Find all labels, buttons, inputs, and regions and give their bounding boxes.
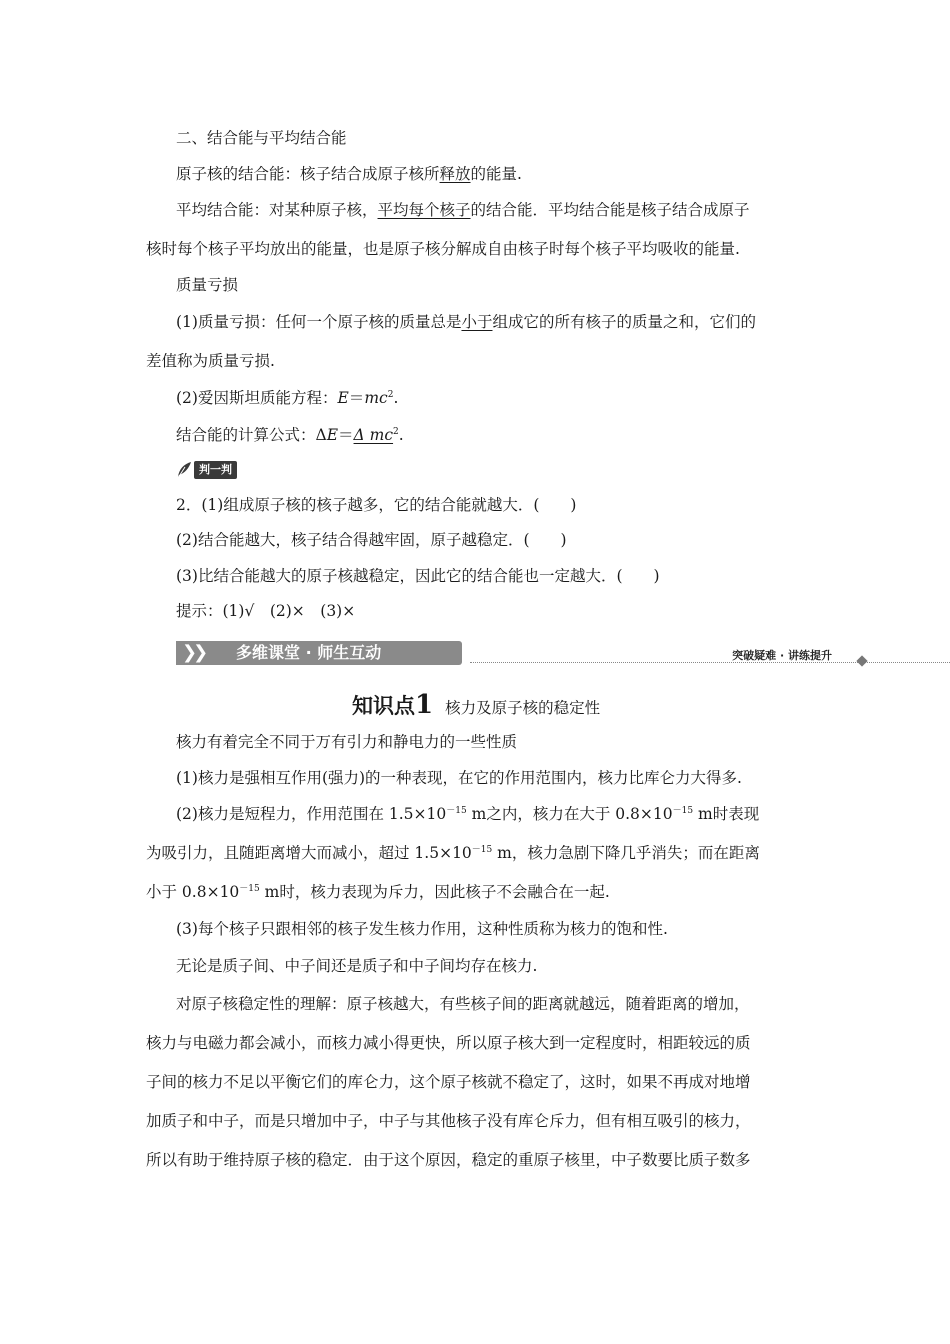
body-line: 无论是质子间、中子间还是质子和中子间均存在核力. (176, 957, 538, 975)
body-line: (1)核力是强相互作用(强力)的一种表现，在它的作用范围内，核力比库仑力大得多. (176, 769, 742, 787)
banner-subtitle: 突破疑难 · 讲练提升 (732, 649, 832, 662)
body-line: 加质子和中子，而是只增加中子，中子与其他核子没有库仑斥力，但有相互吸引的核力， (146, 1112, 751, 1130)
judge-badge (176, 460, 237, 480)
body-line: (3)每个核子只跟相邻的核子发生核力作用，这种性质称为核力的饱和性. (176, 920, 668, 938)
judge-hint: 提示：(1)√ (2)× (3)× (176, 602, 356, 620)
kp-title: 核力及原子核的稳定性 (445, 699, 601, 717)
answer-underlined: Δ mc (353, 426, 394, 444)
binding-energy-definition: 原子核的结合能：核子结合成原子核所释放的能量. (176, 165, 522, 183)
judge-label: 判一判 (194, 461, 237, 479)
body-line: 对原子核稳定性的理解：原子核越大，有些核子间的距离就越远，随着距离的增加， (176, 995, 750, 1013)
leaf-icon (176, 461, 192, 479)
body-line: 小于 $0.8\times 10^{-15}$ m时，核力表现为斥力，因此核子不会融合在一起. (146, 883, 610, 901)
body-line: 所以有助于维持原子核的稳定．由于这个原因，稳定的重原子核里，中子数要比质子数多 (146, 1151, 751, 1169)
answer-underlined: 释放 (439, 165, 471, 183)
binding-energy-formula: 结合能的计算公式：ΔE＝Δ $mc^2$. (176, 426, 404, 444)
banner-title: 多维课堂 · 师生互动 (236, 643, 382, 662)
body-line: (2)核力是短程力，作用范围在 $1.5\times 10^{-15}$ m之内，核力在大于 $0.8\times 10^{-15}$ m时表现 (176, 805, 760, 823)
avg-binding-line-1: 平均结合能：对某种原子核，平均每个核子的结合能．平均结合能是核子结合成原子 (176, 201, 750, 219)
answer-underlined: 平均每个核子 (377, 201, 471, 219)
section-banner (176, 641, 866, 667)
knowledge-point-heading (352, 690, 600, 720)
judge-question-3: (3)比结合能越大的原子核越稳定，因此它的结合能也一定越大．( ) (176, 567, 660, 585)
banner-bar (176, 641, 462, 665)
mass-defect-line-2: 差值称为质量亏损. (146, 352, 275, 370)
double-chevron-icon: ❯❯ (182, 642, 205, 663)
mass-defect-line-1: (1)质量亏损：任何一个原子核的质量总是小于组成它的所有核子的质量之和，它们的 (176, 313, 756, 331)
diamond-icon (856, 655, 867, 666)
body-line: 核力与电磁力都会减小，而核力减小得更快，所以原子核大到一定程度时，相距较远的质 (146, 1034, 751, 1052)
avg-binding-line-2: 核时每个核子平均放出的能量，也是原子核分解成自由核子时每个核子平均吸收的能量. (146, 240, 740, 258)
einstein-equation: (2)爱因斯坦质能方程：$E=mc^2$. (176, 389, 399, 407)
kp-label: 知识点 (352, 694, 415, 718)
judge-question-1: 2．(1)组成原子核的核子越多，它的结合能就越大．( ) (176, 496, 577, 514)
kp-number: 1 (415, 690, 434, 720)
body-line: 核力有着完全不同于万有引力和静电力的一些性质 (176, 733, 518, 751)
answer-underlined: 小于 (461, 313, 493, 331)
section-heading: 二、结合能与平均结合能 (176, 129, 347, 147)
judge-question-2: (2)结合能越大，核子结合得越牢固，原子越稳定．( ) (176, 531, 567, 549)
mass-defect-heading: 质量亏损 (176, 276, 239, 294)
body-line: 为吸引力，且随距离增大而减小，超过 $1.5\times 10^{-15}$ m，核力急剧下降几乎消失；而在距离 (146, 844, 760, 862)
banner-divider (470, 662, 950, 663)
body-line: 子间的核力不足以平衡它们的库仑力，这个原子核就不稳定了，这时，如果不再成对地增 (146, 1073, 751, 1091)
